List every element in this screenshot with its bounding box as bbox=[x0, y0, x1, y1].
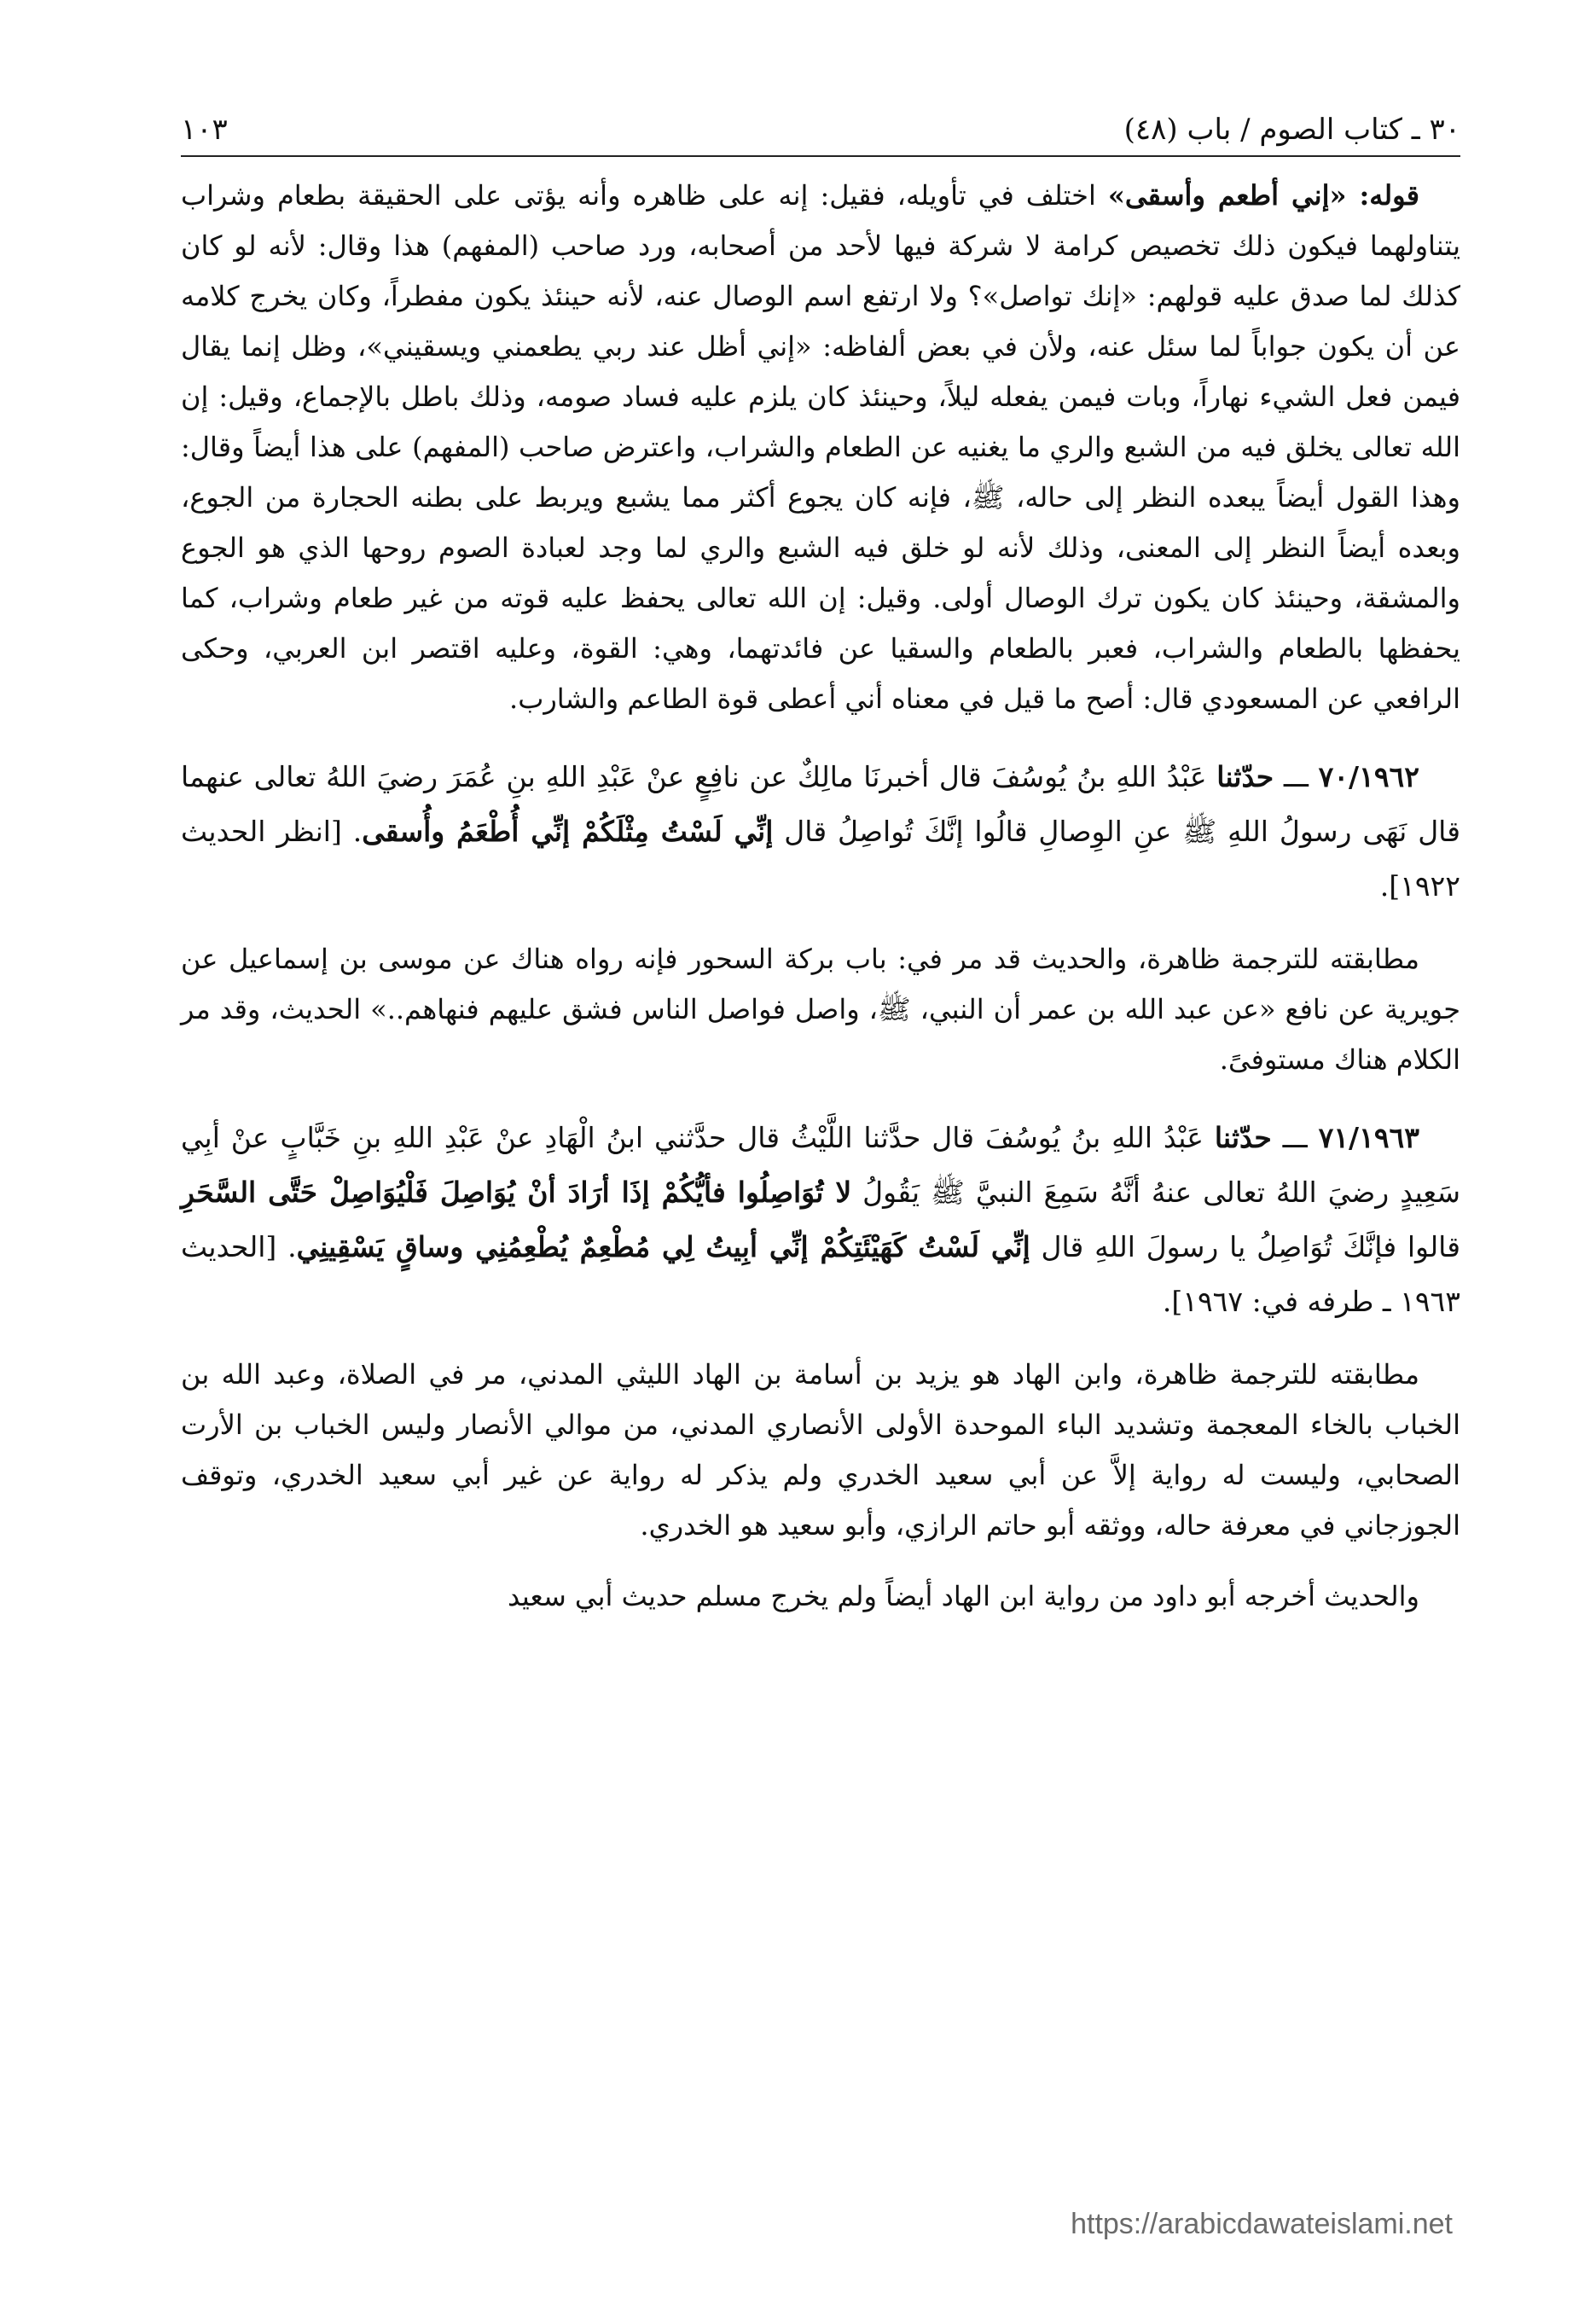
haddathana-word: حدّثنا bbox=[1216, 760, 1274, 793]
paragraph-text: والحديث أخرجه أبو داود من رواية ابن الهاد أيضاً ولم يخرج مسلم حديث أبي سعيد bbox=[508, 1580, 1419, 1612]
prophet-saying: إنِّي لَسْتُ مِثْلَكُمْ إنِّي أُطْعَمُ وأُسقى bbox=[362, 815, 774, 848]
companions-reply: قالوا فإنَّكَ تُوَاصِلُ يا رسولَ اللهِ قال bbox=[1030, 1230, 1460, 1263]
hadith-reference: . [انظر الحديث ١٩٢٢]. bbox=[181, 815, 1460, 903]
hadith-reference: . [الحديث ١٩٦٣ ـ طرفه في: ١٩٦٧]. bbox=[181, 1230, 1460, 1318]
paragraph-text: مطابقته للترجمة ظاهرة، وابن الهاد هو يزيد بن أسامة بن الهاد الليثي المدني، مر في الصلاة، وعبد الله بن الخباب بالخاء المعجمة وتشديد الباء الموحدة الأولى الأنصاري المدني، من موالي الأنصار وليس الخباب بن الأرت الصحابي، وليست له رواية إلاَّ عن أبي سعيد الخدري ولم يذكر له رواية عن غير أبي سعيد الخدري، وتوقف الجوزجاني في معرفة حاله، ووثقه أبو حاتم الرازي، وأبو سعيد هو الخدري. bbox=[181, 1358, 1460, 1542]
watermark-url: https://arabicdawateislami.net bbox=[1071, 2208, 1453, 2240]
paragraph-text: اختلف في تأويله، فقيل: إنه على ظاهره وأنه يؤتى على الحقيقة بطعام وشراب يتناولهما فيكون ذلك تخصيص كرامة لا شركة فيها لأحد من أصحابه، ورد صاحب (المفهم) هذا وقال: لأنه لو كان كذلك لما صدق عليه قولهم: «إنك تواصل»؟ ولا ارتفع اسم الوصال عنه، لأنه حينئذ يكون مفطراً، وكان يخرج كلامه عن أن يكون جواباً لما سئل عنه، ولأن في بعض ألفاظه: «إني أظل عند ربي يطعمني ويسقيني»، وظل إنما يقال فيمن فعل الشيء نهاراً، وبات فيمن يفعله ليلاً، وحينئذ كان يلزم عليه فساد صومه، وذلك باطل بالإجماع، وقيل: إن الله تعالى يخلق فيه من الشبع والري ما يغنيه عن الطعام والشراب، واعترض صاحب (المفهم) على هذا أيضاً وقال: وهذا القول أيضاً يبعده النظر إلى حاله، ﷺ، فإنه كان يجوع أكثر مما يشبع ويربط على بطنه الحجارة من الجوع، وبعده أيضاً النظر إلى المعنى، وذلك لأنه لو خلق فيه الشبع والري لما وجد لعبادة الصوم روحها الذي هو الجوع والمشقة، وحينئذ كان يكون ترك الوصال أولى. وقيل: إن الله تعالى يحفظ عليه قوته من غير طعام وشراب، كما يحفظها بالطعام والشراب، فعبر بالطعام والسقيا عن فائدتهما، وهي: القوة، وعليه اقتصر ابن العربي، وحكى الرافعي عن المسعودي قال: أصح ما قيل في معناه أني أعطى قوة الطاعم والشارب. bbox=[181, 179, 1461, 715]
commentary-paragraph-4 bbox=[181, 1571, 1460, 1622]
chapter-title: ٣٠ ـ كتاب الصوم / باب (٤٨) bbox=[1123, 113, 1460, 147]
header-rule bbox=[181, 155, 1460, 157]
page-body bbox=[181, 171, 1460, 1622]
commentary-paragraph-2 bbox=[181, 934, 1460, 1085]
hadith-1962 bbox=[181, 750, 1460, 914]
haddathana-word: حدّثنا bbox=[1214, 1121, 1272, 1154]
hadith-chain: عَبْدُ اللهِ بنُ يُوسُفَ قال أخبرنَا مالِكٌ عن نافِعٍ عنْ عَبْدِ اللهِ بنِ عُمَرَ رضيَ اللهُ تعالى عنهما قال نَهَى رسولُ اللهِ ﷺ عنِ الوِصالِ قالُوا إنَّكَ تُواصِلُ قال bbox=[181, 760, 1460, 848]
prophet-saying: لا تُوَاصِلُوا فأيُّكُمْ إذَا أرَادَ أنْ يُوَاصِلَ فَلْيُوَاصِلْ حَتَّى السَّحَرِ bbox=[181, 1176, 852, 1209]
hadith-1963 bbox=[181, 1111, 1460, 1329]
prophet-saying: إنِّي لَسْتُ كَهَيْئَتِكُمْ إنِّي أبِيتُ لِي مُطْعِمٌ يُطْعِمُنِي وساقٍ يَسْقِينِي bbox=[296, 1230, 1030, 1263]
hadith-chain: عَبْدُ اللهِ بنُ يُوسُفَ قال حدَّثنا اللَّيْثُ قال حدَّثني ابنُ الْهَادِ عنْ عَبْدِ اللهِ بنِ خَبَّابٍ عنْ أبِي سَعِيدٍ رضيَ اللهُ تعالى عنهُ أنَّهُ سَمِعَ النبيَّ ﷺ يَقُولُ bbox=[181, 1121, 1460, 1209]
hadith-number: ٧١/١٩٦٣ bbox=[1318, 1121, 1419, 1154]
paragraph-text: مطابقته للترجمة ظاهرة، والحديث قد مر في: باب بركة السحور فإنه رواه هناك عن موسى بن إسماعيل عن جويرية عن نافع «عن عبد الله بن عمر أن النبي، ﷺ، واصل فواصل الناس فشق عليهم فنهاهم..» الحديث، وقد مر الكلام هناك مستوفىً. bbox=[181, 943, 1460, 1076]
running-header bbox=[181, 78, 1460, 147]
commentary-paragraph-1 bbox=[181, 171, 1460, 724]
hadith-dash: ـــ bbox=[1271, 1121, 1319, 1154]
page-number: ١٠٣ bbox=[181, 113, 228, 147]
quoted-lead: قوله: «إني أطعم وأسقى» bbox=[1107, 179, 1420, 212]
hadith-number: ٧٠/١٩٦٢ bbox=[1318, 760, 1419, 793]
hadith-dash: ـــ bbox=[1274, 760, 1319, 793]
commentary-paragraph-3 bbox=[181, 1350, 1460, 1551]
